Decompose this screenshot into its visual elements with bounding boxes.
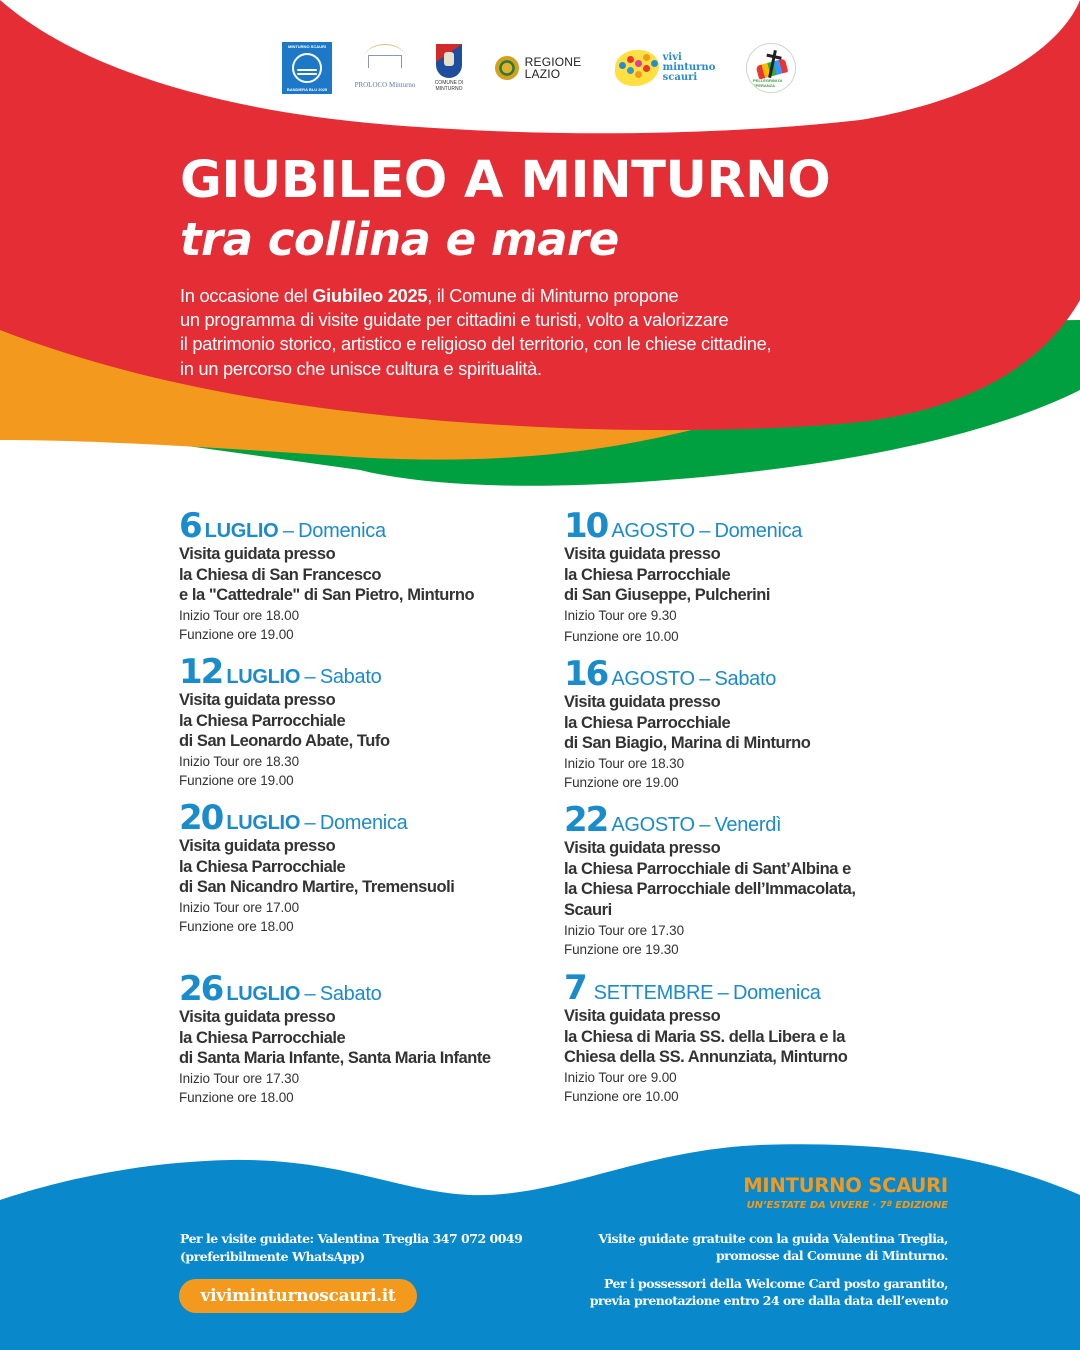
event-day: 7 [564, 968, 586, 1008]
event-date: 7 SETTEMBRE – Domenica [564, 968, 821, 1008]
event-desc-line: Visita guidata presso [564, 1007, 721, 1025]
event-desc-line: Visita guidata presso [179, 1008, 336, 1026]
event-desc-line: la Chiesa di San Francesco [179, 565, 381, 584]
event-weekday: Venerdì [714, 814, 782, 836]
vivi-label-line3: scauri [662, 72, 698, 83]
intro-line4: in un percorso che unisce cultura e spiritualità. [180, 358, 542, 379]
footer-brand-title: MINTURNO SCAURI [743, 1174, 948, 1197]
bridge-icon [364, 44, 406, 72]
event-date: 10 AGOSTO – Domenica [564, 506, 803, 546]
event-tour-time: Inizio Tour ore 17.30 [179, 1071, 299, 1087]
event-month: LUGLIO [226, 812, 301, 834]
event-day: 26 [179, 969, 223, 1009]
event-card [564, 508, 944, 646]
info2-line2: previa prenotazione entro 24 ore dalla data dell’evento [589, 1293, 948, 1308]
intro-line3: il patrimonio storico, artistico e religioso del territorio, con le chiese cittadine, [180, 334, 772, 355]
intro-prefix: In occasione del [180, 286, 313, 306]
contact-info [180, 1230, 522, 1266]
event-desc-line: Scauri [564, 901, 612, 920]
event-date: 6 LUGLIO – Domenica [179, 506, 386, 546]
vivi-label-line1: vivi [662, 52, 682, 63]
event-function-time: Funzione ore 19.30 [564, 941, 679, 957]
info-welcome-card [590, 1275, 948, 1309]
proloco-label: PROLOCO Minturno [354, 81, 416, 89]
event-weekday: Domenica [298, 520, 386, 542]
intro-paragraph [180, 284, 920, 381]
event-desc-line: la Chiesa Parrocchiale [564, 565, 731, 584]
event-date: 16 AGOSTO – Sabato [564, 654, 777, 694]
lazio-label-line1: REGIONE [524, 55, 582, 69]
contact-line2: (preferibilmente WhatsApp) [180, 1249, 365, 1264]
event-date: 12 LUGLIO – Sabato [179, 652, 382, 692]
event-card [179, 654, 559, 790]
contact-line1: Per le visite guidate: Valentina Treglia 347 072 0049 [180, 1231, 523, 1246]
event-day: 22 [564, 800, 608, 840]
event-weekday: Domenica [732, 982, 821, 1004]
event-function-time: Funzione ore 10.00 [564, 629, 679, 645]
event-weekday: Domenica [319, 812, 408, 834]
lazio-label-line2: LAZIO [524, 67, 561, 81]
event-desc-line: la Chiesa Parrocchiale dell’Immacolata, [564, 880, 856, 899]
info2-line1: Per i possessori della Welcome Card posto garantito, [603, 1276, 948, 1291]
info-free-tours [598, 1230, 948, 1264]
event-tour-time: Inizio Tour ore 18.30 [564, 756, 684, 772]
event-card [179, 971, 559, 1107]
event-desc-line: di San Nicandro Martire, Tremensuoli [179, 878, 455, 897]
pellegrini-label: PELLEGRINI DI SPERANZA [753, 78, 783, 88]
event-card [179, 508, 559, 644]
vivi-label-line2: minturno [662, 62, 716, 73]
event-day: 6 [179, 506, 201, 546]
intro-line1-suffix: , il Comune di Minturno propone [427, 286, 679, 306]
comune-minturno-logo [432, 40, 466, 96]
event-desc-line: la Chiesa Parrocchiale [179, 711, 346, 730]
event-desc-line: la Chiesa Parrocchiale [179, 857, 346, 876]
event-desc-line: la Chiesa Parrocchiale di Sant’Albina e [564, 859, 851, 878]
event-card [564, 656, 944, 792]
event-desc-line: di San Biagio, Marina di Minturno [564, 734, 811, 753]
event-month: LUGLIO [226, 983, 301, 1005]
event-desc-line: la Chiesa Parrocchiale [179, 1028, 346, 1047]
event-desc-line: Visita guidata presso [179, 837, 336, 855]
regione-lazio-logo [492, 40, 584, 96]
event-month: SETTEMBRE [593, 982, 714, 1004]
event-function-time: Funzione ore 18.00 [179, 1090, 294, 1106]
event-function-time: Funzione ore 18.00 [179, 919, 294, 935]
event-weekday: Domenica [714, 520, 803, 542]
event-day: 20 [179, 798, 223, 838]
event-day: 10 [564, 506, 608, 546]
event-function-time: Funzione ore 19.00 [179, 773, 294, 789]
info1-line2: promosse dal Comune di Minturno. [715, 1248, 948, 1263]
event-card [564, 970, 944, 1106]
event-function-time: Funzione ore 19.00 [564, 775, 679, 791]
event-desc-line: Visita guidata presso [179, 545, 336, 563]
event-month: AGOSTO [611, 814, 695, 836]
bandiera-blu-logo [282, 40, 332, 96]
event-desc-line: Chiesa della SS. Annunziata, Minturno [564, 1048, 848, 1067]
page-subtitle: tra collina e mare [180, 213, 619, 266]
event-desc-line: e la "Cattedrale" di San Pietro, Minturno [179, 586, 475, 605]
event-desc-line: di San Giuseppe, Pulcherini [564, 586, 771, 605]
event-desc-line: Visita guidata presso [564, 693, 721, 711]
event-month: LUGLIO [226, 666, 301, 688]
event-month: LUGLIO [204, 520, 279, 542]
proloco-logo [354, 40, 416, 96]
event-month: AGOSTO [611, 520, 695, 542]
intro-bold: Giubileo 2025 [312, 286, 428, 306]
event-card [179, 800, 559, 936]
comune-label-line2: MINTURNO [435, 86, 463, 92]
event-tour-time: Inizio Tour ore 17.00 [179, 900, 299, 916]
event-date: 22 AGOSTO – Venerdì [564, 800, 782, 840]
event-desc-line: Visita guidata presso [179, 691, 336, 709]
event-desc-line: la Chiesa Parrocchiale [564, 713, 731, 732]
event-date: 26 LUGLIO – Sabato [179, 969, 382, 1009]
event-tour-time: Inizio Tour ore 9.00 [564, 1070, 677, 1086]
event-desc-line: la Chiesa di Maria SS. della Libera e la [564, 1027, 845, 1046]
vivi-minturno-scauri-logo [610, 40, 720, 96]
event-tour-time: Inizio Tour ore 18.30 [179, 754, 299, 770]
bandiera-caption-top: MINTURNO SCAURI [288, 44, 326, 49]
website-link-button[interactable]: viviminturnoscauri.it [179, 1279, 417, 1313]
intro-line2: un programma di visite guidate per cittadini e turisti, volto a valorizzare [180, 310, 729, 331]
event-weekday: Sabato [319, 666, 382, 688]
event-date: 20 LUGLIO – Domenica [179, 798, 408, 838]
event-desc-line: di San Leonardo Abate, Tufo [179, 732, 390, 751]
event-desc-line: Visita guidata presso [564, 839, 721, 857]
coat-of-arms-icon [436, 44, 462, 78]
event-weekday: Sabato [319, 983, 382, 1005]
event-tour-time: Inizio Tour ore 17.30 [564, 922, 684, 938]
page-title: GIUBILEO A MINTURNO [180, 151, 831, 210]
event-weekday: Sabato [714, 668, 777, 690]
event-day: 12 [179, 652, 223, 692]
event-function-time: Funzione ore 10.00 [564, 1089, 679, 1105]
event-desc-line: Visita guidata presso [564, 545, 721, 563]
event-tour-time: Inizio Tour ore 18.00 [179, 608, 299, 624]
info1-line1: Visite guidate gratuite con la guida Valentina Treglia, [598, 1231, 948, 1246]
bandiera-caption-bottom: BANDIERA BLU 2025 [286, 87, 328, 92]
event-desc-line: di Santa Maria Infante, Santa Maria Infante [179, 1049, 491, 1068]
event-card [564, 802, 944, 959]
wave-flag-icon [292, 53, 322, 83]
lazio-emblem-icon [495, 56, 519, 80]
event-day: 16 [564, 654, 608, 694]
event-tour-time: Inizio Tour ore 9.30 [564, 608, 677, 624]
giubileo-pellegrini-logo [744, 40, 798, 96]
comune-label-line1: COMUNE DI [434, 80, 464, 86]
event-month: AGOSTO [611, 668, 695, 690]
partner-logos [282, 40, 802, 100]
footer-brand-subtitle: UN’ESTATE DA VIVERE · 7ª EDIZIONE [746, 1200, 948, 1211]
dots-blob-icon [615, 50, 659, 86]
event-function-time: Funzione ore 19.00 [179, 627, 294, 643]
